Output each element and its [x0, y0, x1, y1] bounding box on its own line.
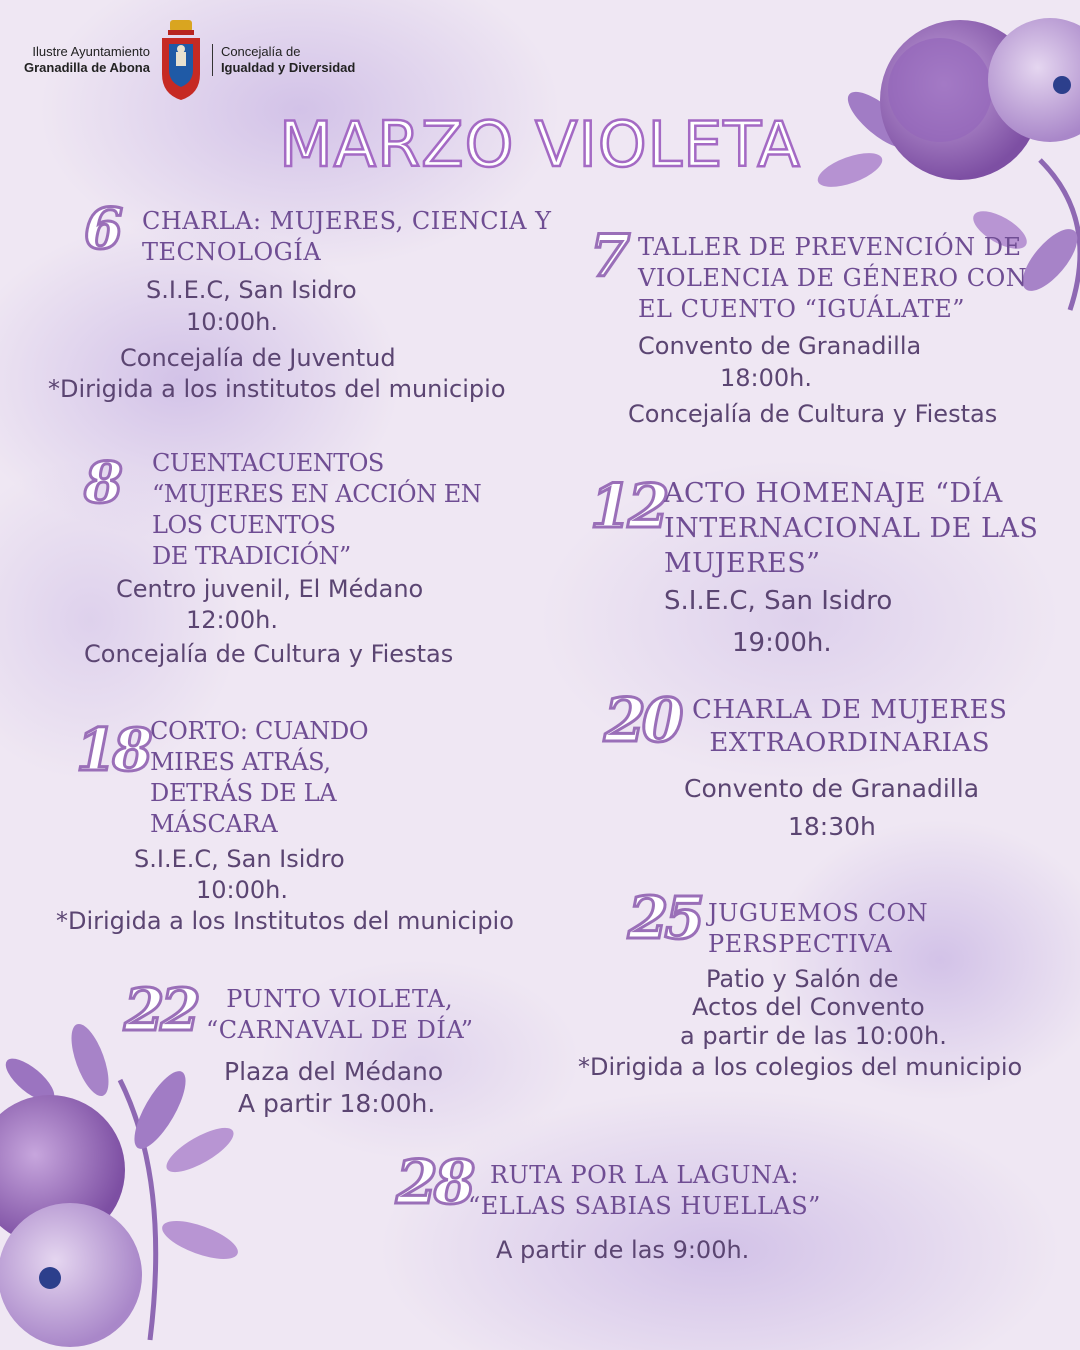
event-note: *Dirigida a los institutos del municipio: [48, 375, 506, 403]
event-organizer: Concejalía de Juventud: [120, 344, 396, 372]
event-time: A partir de las 9:00h.: [496, 1236, 750, 1264]
event-day: 12: [590, 472, 666, 542]
event-title: JUGUEMOS CON PERSPECTIVA: [708, 899, 929, 958]
event-location: S.I.E.C, San Isidro: [134, 845, 345, 873]
event-day: 22: [124, 976, 197, 1044]
event-location: Patio y Salón de: [706, 965, 899, 993]
event-organizer: Concejalía de Cultura y Fiestas: [628, 400, 998, 428]
event-title: CUENTACUENTOS “MUJERES EN ACCIÓN EN LOS CUENTOS DE TRADICIÓN”: [152, 449, 482, 570]
event-day: 6: [84, 196, 119, 262]
event-time: A partir 18:00h.: [238, 1089, 436, 1118]
event-day: 20: [604, 686, 680, 756]
event-time: 18:00h.: [720, 364, 813, 392]
event-note: *Dirigida a los Institutos del municipio: [56, 907, 514, 935]
event-time: 19:00h.: [732, 628, 832, 658]
event-day: 18: [76, 716, 149, 784]
event-title: CHARLA DE MUJERES EXTRAORDINARIAS: [692, 695, 1008, 758]
coat-of-arms-icon: [158, 18, 204, 102]
event-location: Plaza del Médano: [224, 1057, 444, 1086]
event-title: CORTO: CUANDO MIRES ATRÁS, DETRÁS DE LA MÁSCARA: [150, 717, 369, 838]
event-day: 8: [84, 450, 119, 516]
event-time: a partir de las 10:00h.: [680, 1022, 947, 1050]
event-title: CHARLA: MUJERES, CIENCIA Y TECNOLOGÍA: [142, 207, 552, 266]
event-location: Convento de Granadilla: [638, 332, 922, 360]
event-note: *Dirigida a los colegios del municipio: [578, 1053, 1023, 1081]
event-location-detail: Actos del Convento: [692, 993, 925, 1021]
page-title: MARZO VIOLETA: [279, 108, 801, 181]
event-time: 10:00h.: [196, 876, 289, 904]
event-title: TALLER DE PREVENCIÓN DE VIOLENCIA DE GÉNERO CON EL CUENTO “IGUÁLATE”: [638, 233, 1028, 323]
event-location: S.I.E.C, San Isidro: [146, 276, 357, 304]
organization-name: Ilustre Ayuntamiento Granadilla de Abona: [24, 44, 150, 75]
event-location: Centro juvenil, El Médano: [116, 575, 424, 603]
event-location: Convento de Granadilla: [684, 774, 980, 803]
event-time: 12:00h.: [186, 606, 279, 634]
event-title: RUTA POR LA LAGUNA: “ELLAS SABIAS HUELLAS”: [468, 1161, 821, 1220]
event-day: 7: [590, 222, 627, 290]
event-title: PUNTO VIOLETA, “CARNAVAL DE DÍA”: [206, 985, 474, 1044]
event-day: 28: [396, 1148, 472, 1218]
event-time: 18:30h: [788, 812, 876, 841]
event-time: 10:00h.: [186, 308, 279, 336]
flower-bottom-left: [0, 1020, 242, 1347]
department-name: Concejalía de Igualdad y Diversidad: [212, 44, 355, 76]
event-location: S.I.E.C, San Isidro: [664, 586, 893, 616]
event-title: ACTO HOMENAJE “DÍA INTERNACIONAL DE LAS MUJERES”: [664, 478, 1039, 579]
event-organizer: Concejalía de Cultura y Fiestas: [84, 640, 454, 668]
event-day: 25: [628, 884, 701, 952]
header: [24, 18, 355, 102]
